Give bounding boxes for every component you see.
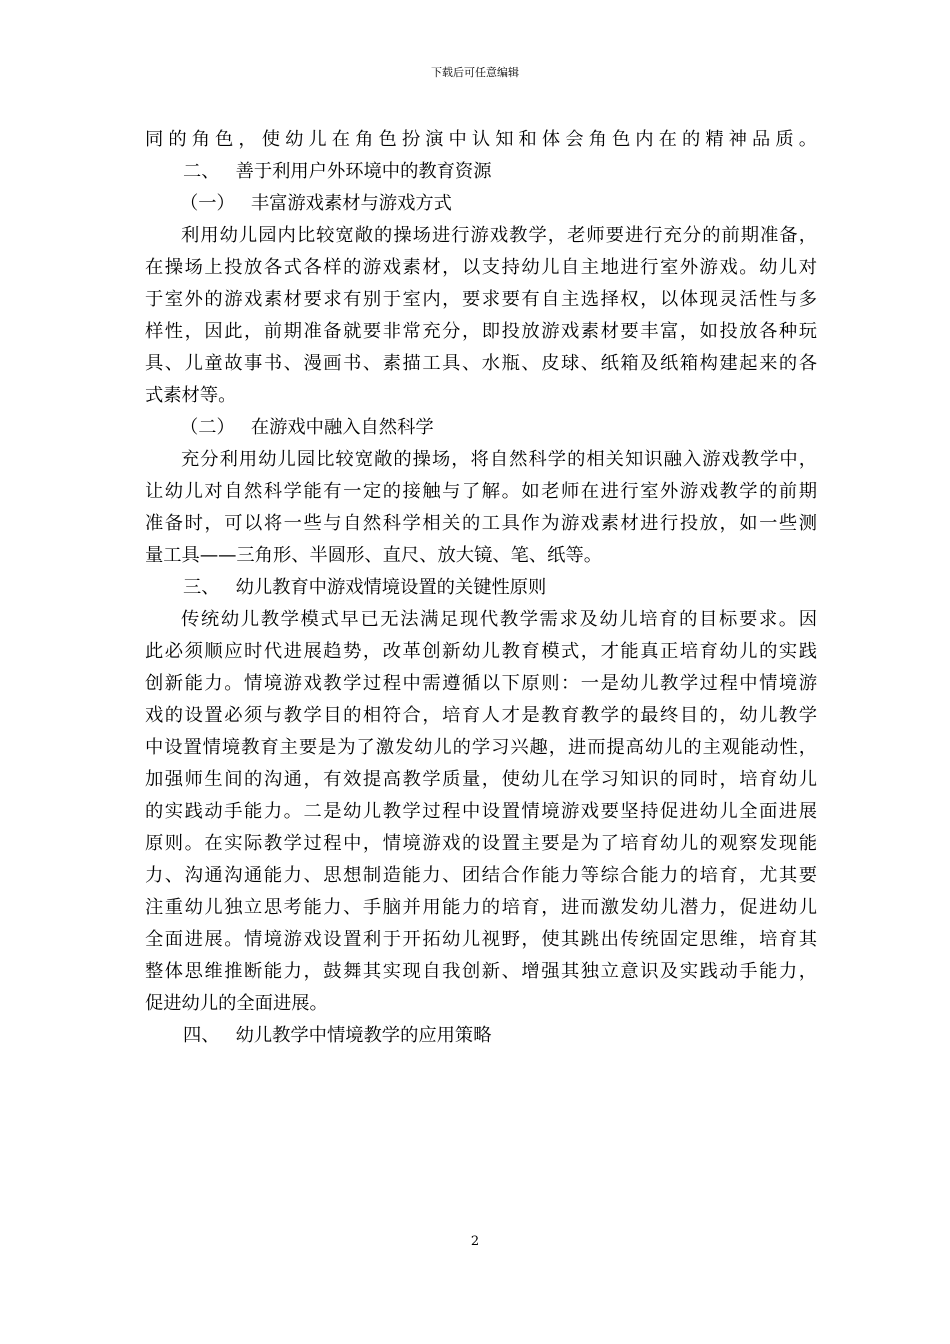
paragraph-line: 加强师生间的沟通，有效提高教学质量，使幼儿在学习知识的同时，培育幼儿 <box>145 769 817 790</box>
paragraph-line: 在操场上投放各式各样的游戏素材，以支持幼儿自主地进行室外游戏。幼儿对 <box>145 257 817 278</box>
heading-title: 丰富游戏素材与游戏方式 <box>250 193 452 214</box>
heading-title: 在游戏中融入自然科学 <box>250 417 434 438</box>
paragraph-line: 准备时，可以将一些与自然科学相关的工具作为游戏素材进行投放，如一些测 <box>145 513 817 534</box>
paragraph-line: 中设置情境教育主要是为了激发幼儿的学习兴趣，进而提高幼儿的主观能动性， <box>145 737 817 758</box>
heading-number: （一） <box>180 193 235 214</box>
page-header: 下载后可任意编辑 <box>431 66 519 79</box>
paragraph-line: 注重幼儿独立思考能力、手脑并用能力的培育，进而激发幼儿潜力，促进幼儿 <box>145 897 817 918</box>
paragraph-line: 促进幼儿的全面进展。 <box>145 993 328 1014</box>
paragraph-line: 创新能力。情境游戏教学过程中需遵循以下原则：一是幼儿教学过程中情境游 <box>145 673 817 694</box>
subsection-heading <box>145 188 817 220</box>
heading-title: 幼儿教育中游戏情境设置的关键性原则 <box>235 577 547 598</box>
section-heading <box>145 156 817 188</box>
paragraph-line: 样性，因此，前期准备就要非常充分，即投放游戏素材要丰富，如投放各种玩 <box>145 321 817 342</box>
heading-number: 三、 <box>183 577 220 598</box>
paragraph-line: 整体思维推断能力，鼓舞其实现自我创新、增强其独立意识及实践动手能力， <box>145 961 817 982</box>
heading-title: 善于利用户外环境中的教育资源 <box>235 161 492 182</box>
document-body <box>145 124 817 1052</box>
heading-number: 二、 <box>183 161 220 182</box>
section-heading <box>145 572 817 604</box>
paragraph-line: 量工具——三角形、半圆形、直尺、放大镜、笔、纸等。 <box>145 545 603 566</box>
paragraph-line: 于室外的游戏素材要求有别于室内，要求要有自主选择权，以体现灵活性与多 <box>145 289 817 310</box>
section-heading <box>145 1020 817 1052</box>
subsection-heading <box>145 412 817 444</box>
paragraph-line: 戏的设置必须与教学目的相符合，培育人才是教育教学的最终目的，幼儿教学 <box>145 705 817 726</box>
paragraph-line: 全面进展。情境游戏设置利于开拓幼儿视野，使其跳出传统固定思维，培育其 <box>145 929 817 950</box>
paragraph-line: 原则。在实际教学过程中，情境游戏的设置主要是为了培育幼儿的观察发现能 <box>145 833 817 854</box>
heading-number: （二） <box>180 417 235 438</box>
paragraph-line: 充分利用幼儿园比较宽敞的操场，将自然科学的相关知识融入游戏教学中， <box>181 449 817 470</box>
paragraph-line: 力、沟通沟通能力、思想制造能力、团结合作能力等综合能力的培育，尤其要 <box>145 865 817 886</box>
paragraph-line: 利用幼儿园内比较宽敞的操场进行游戏教学，老师要进行充分的前期准备， <box>181 225 817 246</box>
heading-number: 四、 <box>183 1025 220 1046</box>
page-number: 2 <box>470 1234 480 1249</box>
paragraph-line: 让幼儿对自然科学能有一定的接触与了解。如老师在进行室外游戏教学的前期 <box>145 481 817 502</box>
paragraph-line: 具、儿童故事书、漫画书、素描工具、水瓶、皮球、纸箱及纸箱构建起来的各 <box>145 353 817 374</box>
paragraph-line: 同的角色，使幼儿在角色扮演中认知和体会角色内在的精神品质。 <box>145 129 817 150</box>
paragraph-line: 的实践动手能力。二是幼儿教学过程中设置情境游戏要坚持促进幼儿全面进展 <box>145 801 817 822</box>
paragraph-line: 式素材等。 <box>145 385 237 406</box>
paragraph-line: 此必须顺应时代进展趋势，改革创新幼儿教育模式，才能真正培育幼儿的实践 <box>145 641 817 662</box>
heading-title: 幼儿教学中情境教学的应用策略 <box>235 1025 492 1046</box>
paragraph-line: 传统幼儿教学模式早已无法满足现代教学需求及幼儿培育的目标要求。因 <box>181 609 817 630</box>
